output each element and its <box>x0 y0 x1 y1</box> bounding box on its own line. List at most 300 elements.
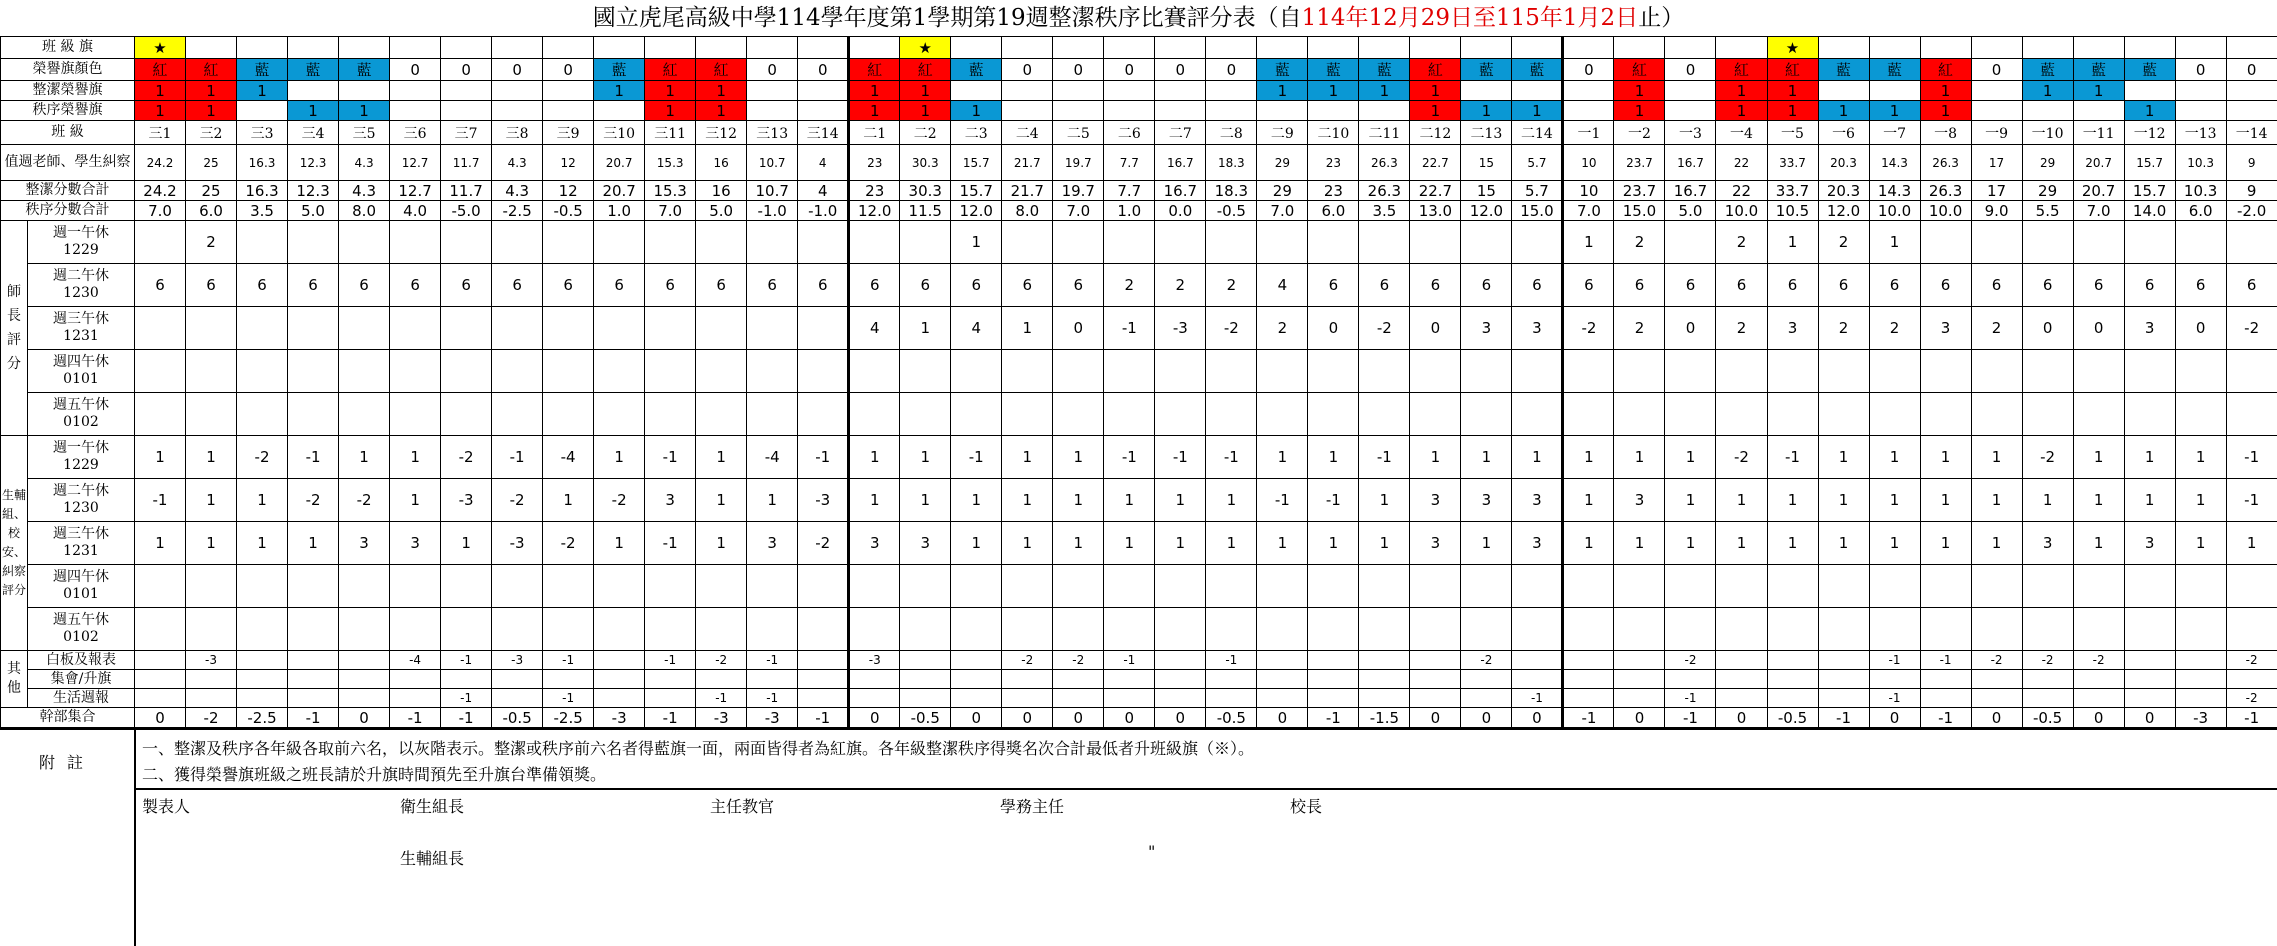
label-assembly: 集會/升旗 <box>28 670 135 689</box>
clean-total-cell: 15.7 <box>951 181 1002 201</box>
student-score-cell: 1 <box>390 479 441 522</box>
teacher-score-cell: 6 <box>135 264 186 307</box>
label-clean-total: 整潔分數合計 <box>1 181 135 201</box>
order-total-cell: 11.5 <box>900 201 951 221</box>
cadre-cell: -3 <box>747 708 798 728</box>
student-score-cell <box>1308 565 1359 608</box>
cadre-cell: 0 <box>849 708 900 728</box>
clean-total-cell: 16.7 <box>1665 181 1716 201</box>
teacher-score-cell <box>1104 350 1155 393</box>
day-label <box>28 436 135 479</box>
clean-total-cell: 20.7 <box>2073 181 2124 201</box>
student-score-cell: 1 <box>2073 522 2124 565</box>
whiteboard-cell: -2 <box>1665 651 1716 670</box>
class-name-cell: 二4 <box>1002 121 1053 145</box>
teacher-score-cell <box>1920 221 1971 264</box>
student-score-cell: 1 <box>2175 522 2226 565</box>
day-date: 1231 <box>28 328 134 345</box>
assembly-cell <box>288 670 339 689</box>
no-flag-cell: 0 <box>1971 59 2022 81</box>
duty-score-cell: 4 <box>798 145 849 181</box>
label-cadre: 幹部集合 <box>1 708 135 728</box>
row-student-1229 <box>1 436 2277 479</box>
blue-flag-cell: 藍 <box>237 59 288 81</box>
teacher-score-cell <box>1206 393 1257 436</box>
day-label <box>28 350 135 393</box>
day-name: 週二午休 <box>28 483 134 500</box>
life-cell <box>951 689 1002 708</box>
label-order-flag: 秩序榮譽旗 <box>1 101 135 121</box>
title-date-range: 114年12月29日至115年1月2日 <box>1302 5 1639 31</box>
assembly-cell <box>798 670 849 689</box>
cadre-cell: -1 <box>1308 708 1359 728</box>
whiteboard-cell: -2 <box>1971 651 2022 670</box>
duty-score-cell: 26.3 <box>1359 145 1410 181</box>
student-score-cell: -1 <box>288 436 339 479</box>
order-total-cell: 3.5 <box>237 201 288 221</box>
cadre-cell: -3 <box>594 708 645 728</box>
life-cell <box>1818 689 1869 708</box>
order-flag-cell: 1 <box>1767 101 1818 121</box>
label-duty-teacher: 值週老師、學生糾察 <box>1 145 135 181</box>
student-score-cell <box>1665 608 1716 651</box>
day-date: 0101 <box>28 371 134 388</box>
row-cadre <box>1 708 2277 728</box>
student-score-cell: 1 <box>1920 436 1971 479</box>
clean-total-cell: 29 <box>1257 181 1308 201</box>
order-flag-cell: 1 <box>1818 101 1869 121</box>
day-label <box>28 565 135 608</box>
order-flag-cell <box>1971 101 2022 121</box>
duty-score-cell: 26.3 <box>1920 145 1971 181</box>
red-flag-cell: 紅 <box>135 59 186 81</box>
row-class-names <box>1 121 2277 145</box>
student-score-cell <box>390 565 441 608</box>
whiteboard-cell <box>951 651 1002 670</box>
teacher-score-cell <box>1818 393 1869 436</box>
clean-flag-cell <box>2226 81 2277 101</box>
clean-flag-cell <box>1206 81 1257 101</box>
cadre-cell: 0 <box>1104 708 1155 728</box>
order-total-cell: 6.0 <box>2175 201 2226 221</box>
student-score-cell: 1 <box>1563 479 1614 522</box>
class-flag-cell <box>1920 37 1971 59</box>
red-flag-cell: 紅 <box>645 59 696 81</box>
row-clean-flag <box>1 81 2277 101</box>
group-student-label: 生輔組、校安、糾察評分 <box>1 436 28 651</box>
clean-flag-cell: 1 <box>1410 81 1461 101</box>
row-other-assembly <box>1 670 2277 689</box>
order-flag-cell <box>441 101 492 121</box>
teacher-score-cell <box>237 307 288 350</box>
whiteboard-cell: -1 <box>441 651 492 670</box>
student-score-cell <box>1155 565 1206 608</box>
duty-score-cell: 14.3 <box>1869 145 1920 181</box>
teacher-score-cell <box>1002 350 1053 393</box>
day-date: 1231 <box>28 543 134 560</box>
cadre-cell: -1 <box>645 708 696 728</box>
cadre-cell: -1 <box>1563 708 1614 728</box>
whiteboard-cell <box>1563 651 1614 670</box>
blue-flag-cell: 藍 <box>1461 59 1512 81</box>
label-clean-flag: 整潔榮譽旗 <box>1 81 135 101</box>
life-cell <box>288 689 339 708</box>
teacher-score-cell <box>390 350 441 393</box>
title-suffix: 止） <box>1638 5 1684 31</box>
clean-flag-cell: 1 <box>1359 81 1410 101</box>
no-flag-cell: 0 <box>1053 59 1104 81</box>
duty-score-cell: 16 <box>696 145 747 181</box>
student-score-cell: 1 <box>1971 436 2022 479</box>
teacher-score-cell: 0 <box>2073 307 2124 350</box>
teacher-score-cell: 0 <box>2022 307 2073 350</box>
whiteboard-cell <box>1359 651 1410 670</box>
student-score-cell <box>1002 565 1053 608</box>
whiteboard-cell: -3 <box>186 651 237 670</box>
clean-total-cell: 4 <box>798 181 849 201</box>
student-score-cell: 1 <box>1716 479 1767 522</box>
order-total-cell: 10.0 <box>1920 201 1971 221</box>
student-score-cell: 1 <box>1665 522 1716 565</box>
life-cell <box>2124 689 2175 708</box>
teacher-score-cell: 6 <box>339 264 390 307</box>
no-flag-cell: 0 <box>1104 59 1155 81</box>
day-date: 1230 <box>28 285 134 302</box>
teacher-score-cell: 2 <box>1869 307 1920 350</box>
teacher-score-cell <box>2022 393 2073 436</box>
teacher-score-cell <box>492 393 543 436</box>
order-flag-cell <box>1002 101 1053 121</box>
clean-flag-cell <box>1512 81 1563 101</box>
class-name-cell: 二7 <box>1155 121 1206 145</box>
whiteboard-cell <box>1818 651 1869 670</box>
life-cell <box>237 689 288 708</box>
student-score-cell <box>798 608 849 651</box>
clean-total-cell: 21.7 <box>1002 181 1053 201</box>
class-name-cell: 三3 <box>237 121 288 145</box>
order-flag-cell: 1 <box>900 101 951 121</box>
life-cell: -1 <box>543 689 594 708</box>
student-score-cell: 1 <box>1257 436 1308 479</box>
student-score-cell: 1 <box>696 479 747 522</box>
teacher-score-cell <box>1614 350 1665 393</box>
clean-total-cell: 30.3 <box>900 181 951 201</box>
teacher-score-cell <box>1716 393 1767 436</box>
student-score-cell <box>441 608 492 651</box>
student-score-cell <box>492 608 543 651</box>
life-cell <box>2022 689 2073 708</box>
student-score-cell: 1 <box>1104 522 1155 565</box>
teacher-score-cell <box>441 393 492 436</box>
order-total-cell: 10.5 <box>1767 201 1818 221</box>
student-score-cell: 1 <box>951 479 1002 522</box>
class-name-cell: 二9 <box>1257 121 1308 145</box>
student-score-cell: -1 <box>492 436 543 479</box>
class-name-cell: 三4 <box>288 121 339 145</box>
assembly-cell <box>1920 670 1971 689</box>
student-score-cell <box>1920 565 1971 608</box>
whiteboard-cell <box>1155 651 1206 670</box>
student-score-cell <box>1512 565 1563 608</box>
assembly-cell <box>1053 670 1104 689</box>
day-name: 週三午休 <box>28 311 134 328</box>
cadre-cell: -0.5 <box>492 708 543 728</box>
whiteboard-cell <box>1767 651 1818 670</box>
clean-flag-cell <box>492 81 543 101</box>
blue-flag-cell: 藍 <box>951 59 1002 81</box>
class-flag-cell <box>1716 37 1767 59</box>
whiteboard-cell: -2 <box>1053 651 1104 670</box>
page-title <box>0 0 2277 36</box>
teacher-score-cell <box>798 221 849 264</box>
assembly-cell <box>1665 670 1716 689</box>
teacher-score-cell <box>2175 350 2226 393</box>
student-score-cell: 1 <box>1869 436 1920 479</box>
student-score-cell <box>1257 608 1308 651</box>
order-flag-cell <box>1257 101 1308 121</box>
order-total-cell: 12.0 <box>849 201 900 221</box>
order-flag-cell <box>237 101 288 121</box>
signature-principal: 校長 <box>1290 794 1322 817</box>
student-score-cell: 1 <box>441 522 492 565</box>
class-flag-cell <box>1563 37 1614 59</box>
row-honor-color <box>1 59 2277 81</box>
class-flag-cell <box>1665 37 1716 59</box>
teacher-score-cell <box>594 307 645 350</box>
teacher-score-cell <box>798 350 849 393</box>
clean-flag-cell: 1 <box>2022 81 2073 101</box>
class-flag-cell <box>1614 37 1665 59</box>
teacher-score-cell <box>747 393 798 436</box>
student-score-cell: 3 <box>849 522 900 565</box>
student-score-cell <box>747 608 798 651</box>
notes-section <box>0 728 2277 946</box>
group-teacher-label: 師長評分 <box>1 221 28 436</box>
teacher-score-cell <box>492 307 543 350</box>
assembly-cell <box>1461 670 1512 689</box>
cadre-cell: 0 <box>1716 708 1767 728</box>
student-score-cell <box>849 565 900 608</box>
order-total-cell: -0.5 <box>1206 201 1257 221</box>
clean-flag-cell: 1 <box>1308 81 1359 101</box>
clean-total-cell: 16.3 <box>237 181 288 201</box>
teacher-score-cell <box>696 221 747 264</box>
assembly-cell <box>339 670 390 689</box>
no-flag-cell: 0 <box>1206 59 1257 81</box>
teacher-score-cell <box>1104 221 1155 264</box>
student-score-cell: 3 <box>1410 479 1461 522</box>
teacher-score-cell: 6 <box>543 264 594 307</box>
student-score-cell <box>1614 565 1665 608</box>
teacher-score-cell <box>1257 393 1308 436</box>
red-flag-cell: 紅 <box>900 59 951 81</box>
order-flag-cell: 1 <box>339 101 390 121</box>
clean-flag-cell <box>1104 81 1155 101</box>
student-score-cell: 1 <box>1869 479 1920 522</box>
cadre-cell: 0 <box>2124 708 2175 728</box>
assembly-cell <box>2226 670 2277 689</box>
student-score-cell <box>2124 608 2175 651</box>
red-flag-cell: 紅 <box>1716 59 1767 81</box>
life-cell <box>1053 689 1104 708</box>
student-score-cell: 1 <box>900 479 951 522</box>
clean-total-cell: 15.7 <box>2124 181 2175 201</box>
life-cell <box>339 689 390 708</box>
order-total-cell: 7.0 <box>1257 201 1308 221</box>
student-score-cell <box>1206 565 1257 608</box>
whiteboard-cell <box>288 651 339 670</box>
order-flag-cell <box>1308 101 1359 121</box>
teacher-score-cell: 6 <box>1920 264 1971 307</box>
clean-total-cell: 10.3 <box>2175 181 2226 201</box>
student-score-cell: -2 <box>594 479 645 522</box>
class-name-cell: 二12 <box>1410 121 1461 145</box>
order-total-cell: 12.0 <box>1818 201 1869 221</box>
class-name-cell: 二2 <box>900 121 951 145</box>
class-flag-cell <box>1104 37 1155 59</box>
assembly-cell <box>900 670 951 689</box>
teacher-score-cell: 4 <box>849 307 900 350</box>
class-name-cell: 三5 <box>339 121 390 145</box>
order-total-cell: 8.0 <box>339 201 390 221</box>
teacher-score-cell: 6 <box>798 264 849 307</box>
order-flag-cell <box>1155 101 1206 121</box>
student-score-cell: 1 <box>951 522 1002 565</box>
class-flag-cell <box>339 37 390 59</box>
order-total-cell: 12.0 <box>951 201 1002 221</box>
teacher-score-cell <box>1512 393 1563 436</box>
student-score-cell <box>237 608 288 651</box>
order-flag-cell: 1 <box>288 101 339 121</box>
student-score-cell: 1 <box>900 436 951 479</box>
teacher-score-cell <box>1614 393 1665 436</box>
class-name-cell: 一7 <box>1869 121 1920 145</box>
assembly-cell <box>645 670 696 689</box>
row-class-flag <box>1 37 2277 59</box>
clean-flag-cell <box>747 81 798 101</box>
clean-total-cell: 17 <box>1971 181 2022 201</box>
teacher-score-cell <box>543 307 594 350</box>
student-score-cell: -1 <box>1257 479 1308 522</box>
label-honor-color: 榮譽旗顏色 <box>1 59 135 81</box>
assembly-cell <box>594 670 645 689</box>
class-name-cell: 三9 <box>543 121 594 145</box>
clean-flag-cell <box>1461 81 1512 101</box>
order-total-cell: 7.0 <box>135 201 186 221</box>
class-name-cell: 三14 <box>798 121 849 145</box>
no-flag-cell: 0 <box>1665 59 1716 81</box>
class-name-cell: 一8 <box>1920 121 1971 145</box>
order-flag-cell: 1 <box>1512 101 1563 121</box>
teacher-score-cell <box>2073 350 2124 393</box>
row-teacher-0102 <box>1 393 2277 436</box>
blue-flag-cell: 藍 <box>1818 59 1869 81</box>
clean-flag-cell: 1 <box>186 81 237 101</box>
teacher-score-cell <box>1053 393 1104 436</box>
teacher-score-cell <box>645 221 696 264</box>
teacher-score-cell: -1 <box>1104 307 1155 350</box>
order-total-cell: 7.0 <box>2073 201 2124 221</box>
assembly-cell <box>1206 670 1257 689</box>
row-student-1230 <box>1 479 2277 522</box>
whiteboard-cell <box>1410 651 1461 670</box>
clean-total-cell: 5.7 <box>1512 181 1563 201</box>
assembly-cell <box>390 670 441 689</box>
teacher-score-cell: 1 <box>1767 221 1818 264</box>
clean-flag-cell: 1 <box>1716 81 1767 101</box>
life-cell <box>390 689 441 708</box>
label-life: 生活週報 <box>28 689 135 708</box>
student-score-cell <box>1767 565 1818 608</box>
teacher-score-cell: 6 <box>2175 264 2226 307</box>
red-flag-cell: 紅 <box>1410 59 1461 81</box>
teacher-score-cell <box>441 350 492 393</box>
whiteboard-cell <box>1308 651 1359 670</box>
assembly-cell <box>237 670 288 689</box>
student-score-cell: -1 <box>1767 436 1818 479</box>
duty-score-cell: 4.3 <box>492 145 543 181</box>
duty-score-cell: 20.7 <box>2073 145 2124 181</box>
assembly-cell <box>1410 670 1461 689</box>
teacher-score-cell <box>849 393 900 436</box>
student-score-cell <box>339 565 390 608</box>
teacher-score-cell <box>2073 221 2124 264</box>
clean-total-cell: 19.7 <box>1053 181 1104 201</box>
teacher-score-cell: 4 <box>1257 264 1308 307</box>
clean-flag-cell: 1 <box>849 81 900 101</box>
day-label <box>28 264 135 307</box>
blue-flag-cell: 藍 <box>339 59 390 81</box>
student-score-cell <box>2124 565 2175 608</box>
teacher-score-cell: 2 <box>1155 264 1206 307</box>
order-total-cell: 5.0 <box>696 201 747 221</box>
student-score-cell: 1 <box>696 522 747 565</box>
signature-counsel: 生輔組長 <box>400 846 464 869</box>
teacher-score-cell <box>1971 350 2022 393</box>
life-cell <box>594 689 645 708</box>
student-score-cell: 1 <box>1461 436 1512 479</box>
clean-total-cell: 15 <box>1461 181 1512 201</box>
blue-flag-cell: 藍 <box>1512 59 1563 81</box>
student-score-cell <box>594 565 645 608</box>
order-flag-cell: 1 <box>186 101 237 121</box>
order-flag-cell: 1 <box>1614 101 1665 121</box>
clean-total-cell: 4.3 <box>339 181 390 201</box>
teacher-score-cell: 2 <box>1206 264 1257 307</box>
teacher-score-cell <box>1359 221 1410 264</box>
assembly-cell <box>1359 670 1410 689</box>
teacher-score-cell <box>1869 350 1920 393</box>
day-date: 1229 <box>28 242 134 259</box>
clean-flag-cell: 1 <box>645 81 696 101</box>
life-cell <box>849 689 900 708</box>
clean-flag-cell <box>1053 81 1104 101</box>
class-name-cell: 一6 <box>1818 121 1869 145</box>
order-total-cell: 10.0 <box>1716 201 1767 221</box>
teacher-score-cell <box>390 307 441 350</box>
label-class: 班 級 <box>1 121 135 145</box>
student-score-cell: 1 <box>1053 522 1104 565</box>
duty-score-cell: 16.3 <box>237 145 288 181</box>
clean-total-cell: 18.3 <box>1206 181 1257 201</box>
teacher-score-cell <box>849 221 900 264</box>
class-name-cell: 一5 <box>1767 121 1818 145</box>
clean-flag-cell <box>2175 81 2226 101</box>
class-name-cell: 三6 <box>390 121 441 145</box>
teacher-score-cell <box>492 221 543 264</box>
teacher-score-cell <box>2226 393 2277 436</box>
order-flag-cell <box>2073 101 2124 121</box>
